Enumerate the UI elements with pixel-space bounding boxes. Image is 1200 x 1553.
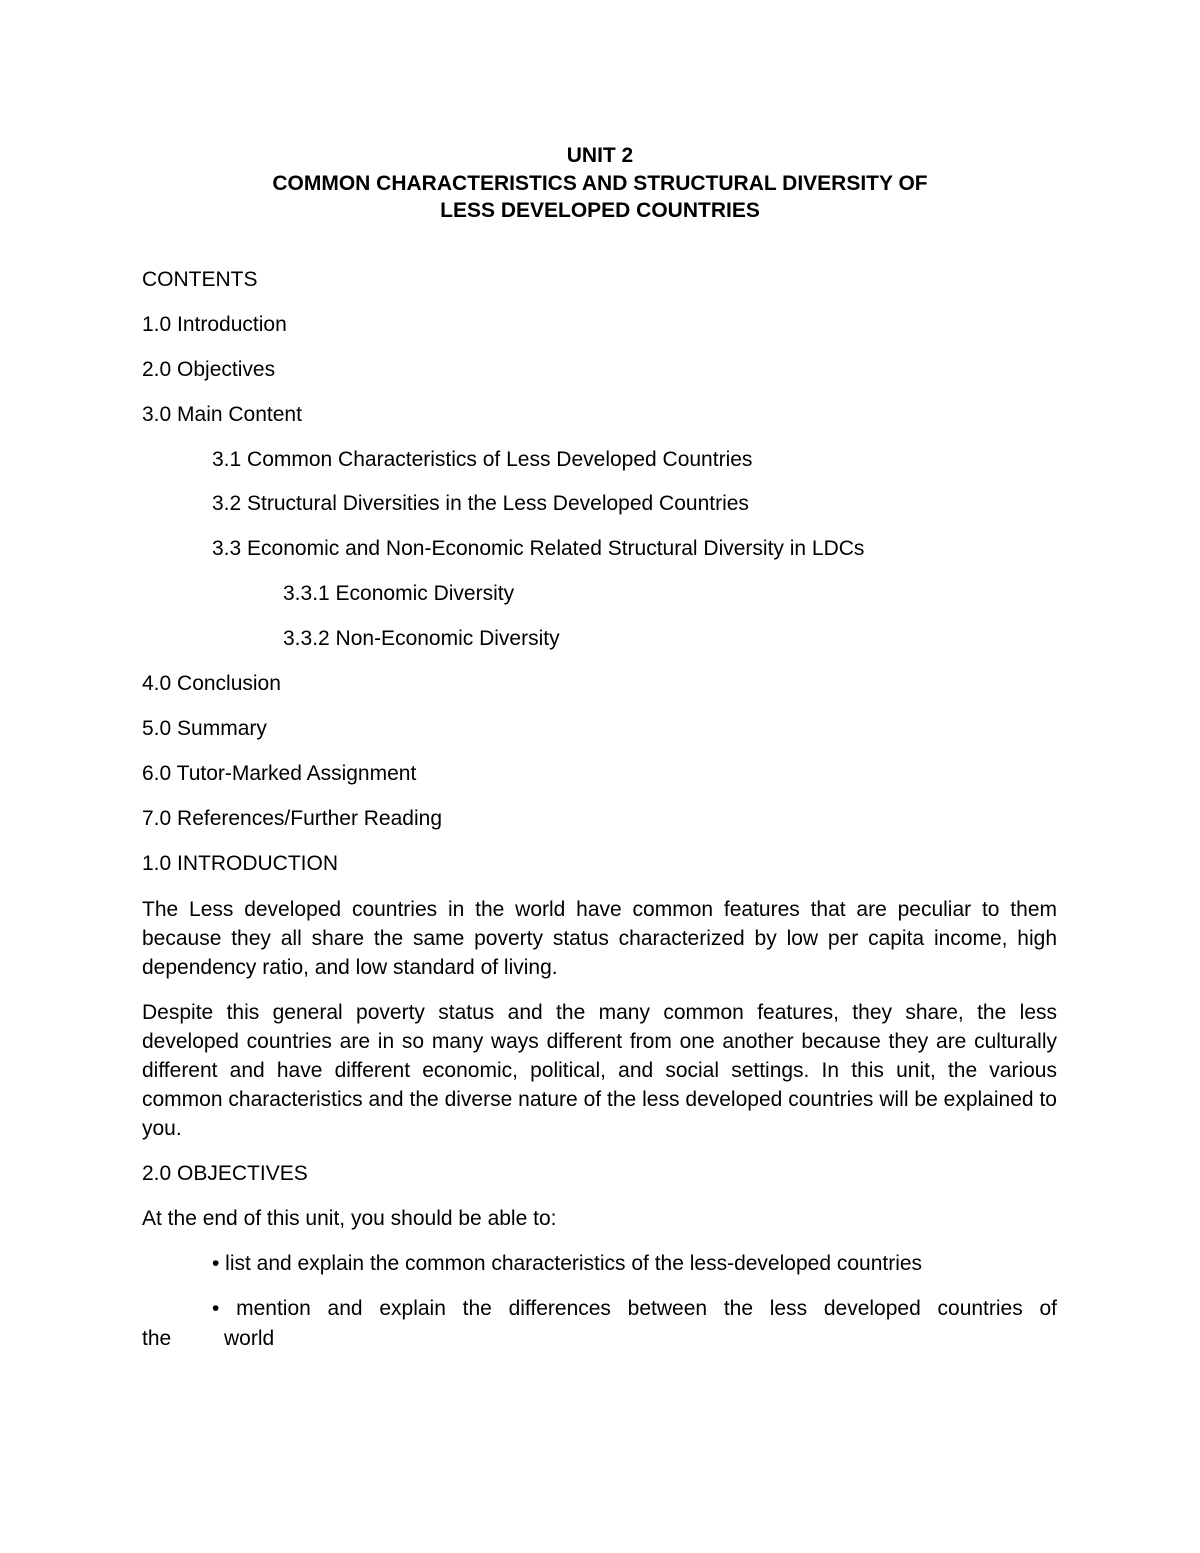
toc-item-3-1: 3.1 Common Characteristics of Less Developed Countries (212, 448, 753, 471)
unit-number: UNIT 2 (566, 144, 634, 167)
contents-heading: CONTENTS (142, 268, 258, 291)
unit-title-line-2: LESS DEVELOPED COUNTRIES (440, 199, 760, 222)
toc-item-summary: 5.0 Summary (142, 717, 267, 740)
toc-item-references: 7.0 References/Further Reading (142, 807, 442, 830)
introduction-paragraph-2: Despite this general poverty status and the many common features, they share, the less developed countries are in so many ways different from one another because they are culturally different and have different economic, political, and social settings. In this unit, the various common characteristics and the diverse nature of the less developed countries will be explained to you. (142, 1001, 1057, 1140)
objective-bullet-2-line-2-right: world (224, 1327, 275, 1350)
toc-item-introduction: 1.0 Introduction (142, 313, 287, 336)
toc-item-main-content: 3.0 Main Content (142, 403, 302, 426)
toc-item-3-2: 3.2 Structural Diversities in the Less Developed Countries (212, 492, 749, 515)
toc-item-conclusion: 4.0 Conclusion (142, 672, 281, 695)
objective-bullet-1: • list and explain the common characteristics of the less-developed countries (212, 1252, 923, 1275)
toc-item-3-3-1: 3.3.1 Economic Diversity (283, 582, 515, 605)
toc-item-tma: 6.0 Tutor-Marked Assignment (142, 762, 417, 785)
introduction-paragraph-1: The Less developed countries in the world have common features that are peculiar to them because they all share the same poverty status characterized by low per capita income, high dependency ratio, and low standard of living. (142, 898, 1057, 979)
unit-title-line-1: COMMON CHARACTERISTICS AND STRUCTURAL DIVERSITY OF (272, 172, 928, 195)
objective-bullet-2-line-1: • mention and explain the differences between the less developed countries of (212, 1297, 1057, 1320)
objective-bullet-2-line-2-left: the (142, 1327, 172, 1350)
toc-item-3-3: 3.3 Economic and Non-Economic Related Structural Diversity in LDCs (212, 537, 865, 560)
objectives-intro: At the end of this unit, you should be able to: (142, 1207, 557, 1230)
toc-item-3-3-2: 3.3.2 Non-Economic Diversity (283, 627, 560, 650)
introduction-heading: 1.0 INTRODUCTION (142, 852, 339, 875)
objectives-heading: 2.0 OBJECTIVES (142, 1162, 308, 1185)
toc-item-objectives: 2.0 Objectives (142, 358, 276, 381)
